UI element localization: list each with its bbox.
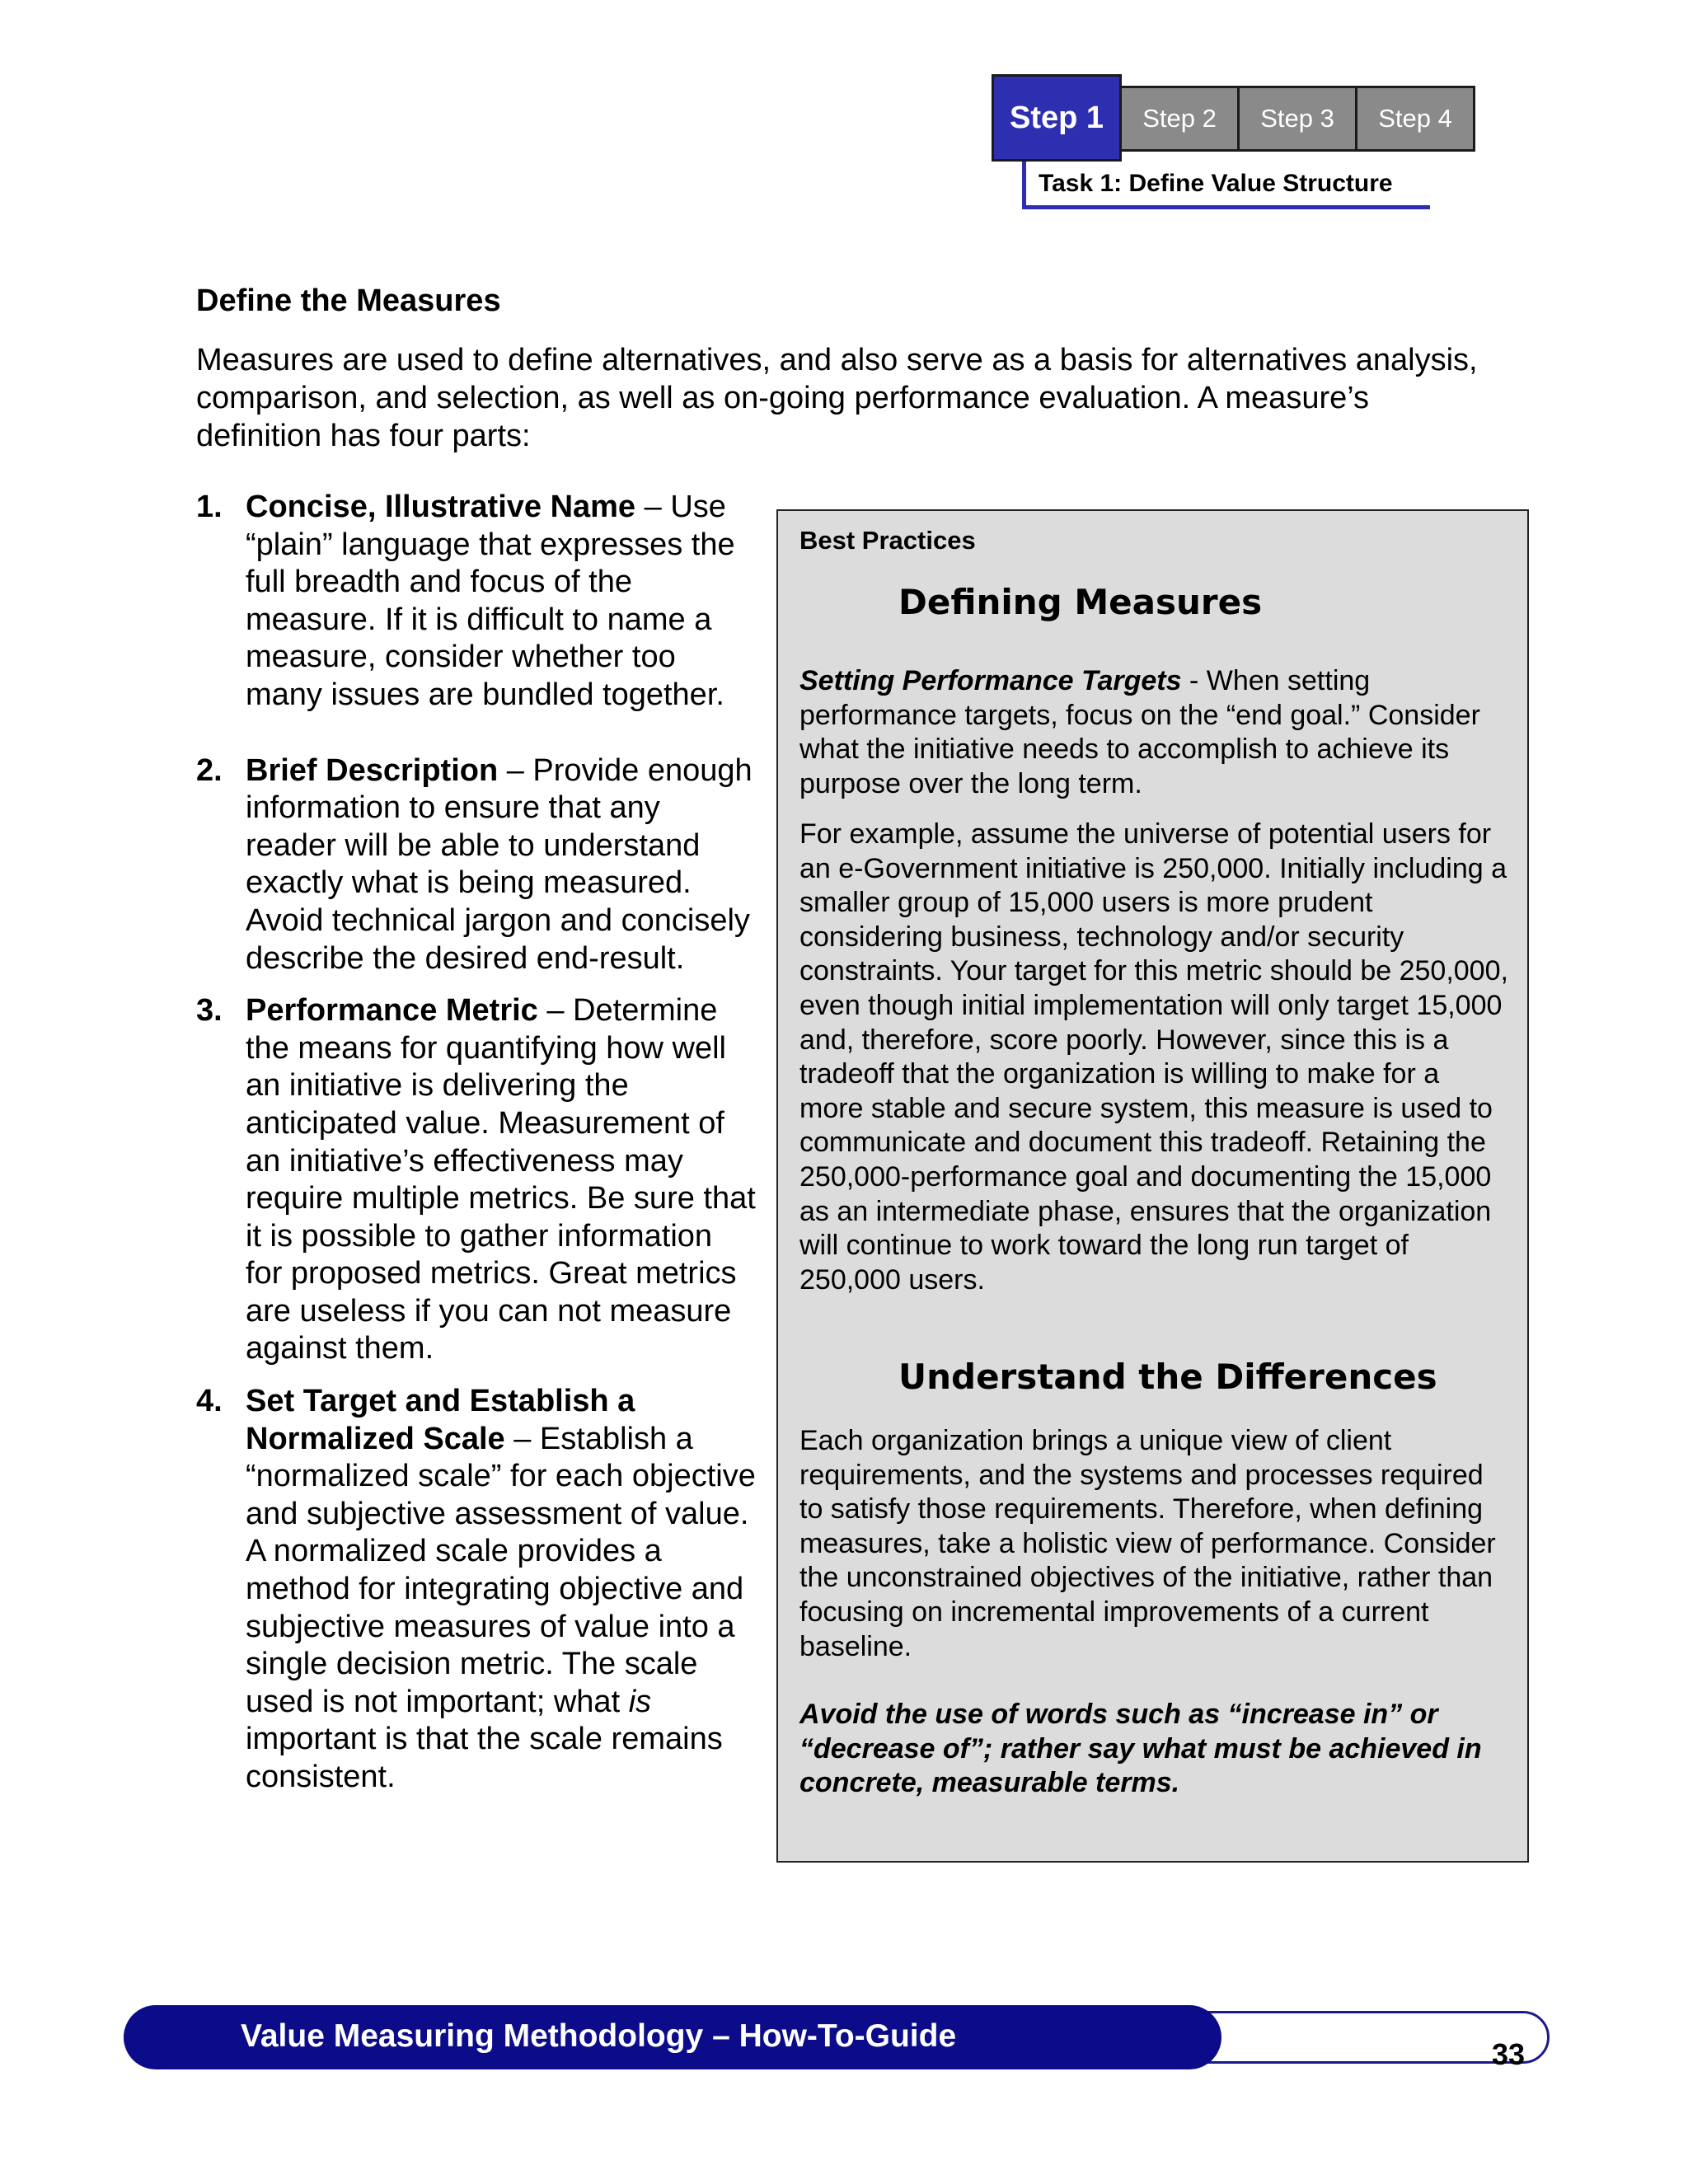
list-item-emphasis: is [628,1684,652,1719]
list-item [196,752,757,978]
list-item-title: Concise, Illustrative Name [246,490,636,524]
list-number: 3. [196,993,223,1029]
footer-title: Value Measuring Methodology – How-To-Guide [241,2018,957,2054]
list-item-title: Set Target and Establish a Normalized Scale [246,1384,635,1456]
list-item-title: Performance Metric [246,993,538,1029]
box-paragraph-avoid: Avoid the use of words such as “increase in” or “decrease of”; rather say what must be achieved in concrete, measurable terms. [799,1699,1482,1799]
list-item-text: – Use “plain” language that expresses the full breadth and focus of the measure. If it is difficult to name a measure, consider whether too many issues are bundled together. [246,490,735,712]
box-paragraph-targets [799,664,1508,801]
list-item [196,992,757,1368]
best-practices-box [776,509,1529,1863]
box-label: Best Practices [799,526,976,555]
list-item-text: – Determine the means for quantifying how well an initiative is delivering the anticipated value. Measurement of an initiative’s effectiveness may require multiple metrics. Be sure that it is possible to gather information for proposed metrics. Great metrics are useless if you can not measure against them. [246,993,756,1366]
box-paragraph-lead: Setting Performance Targets [799,665,1182,696]
page-number: 33 [1492,2037,1526,2071]
box-paragraph-text: - When setting performance targets, focus on the “end goal.” Consider what the initiative needs to accomplish to achieve its purpose over the long term. [799,665,1480,799]
list-number: 2. [196,752,223,788]
box-title-differences: Understand the Differences [898,1357,1437,1397]
box-paragraph-differences: Each organization brings a unique view of client requirements, and the systems and processes required to satisfy those requirements. Therefore, when defining measures, take a holistic view of performance. Consider the unconstrained objectives of the initiative, rather than focusing on incremental improvements of a current baseline. [799,1425,1496,1662]
box-paragraph-example: For example, assume the universe of potential users for an e-Government initiative is 250,000. Initially including a smaller group of 15,000 users is more prudent considering business, technology and/or security constraints. Your target for this metric should be 250,000, even though initial implementation will only target 15,000 and, therefore, score poorly. However, since this is a tradeoff that the organization is willing to make for a more stable and secure system, this measure is used to communicate and document this tradeoff. Retaining the 250,000-performance goal and documenting the 15,000 as an intermediate phase, ensures that the organization will continue to work toward the long run target of 250,000 users. [799,818,1508,1296]
step-3-tab[interactable]: Step 3 [1237,86,1357,152]
list-item-text: important is that the scale remains consistent. [246,1722,723,1794]
task-label: Task 1: Define Value Structure [1039,170,1393,197]
box-title-defining-measures: Defining Measures [898,582,1263,622]
section-heading: Define the Measures [196,284,501,318]
step-2-tab[interactable]: Step 2 [1119,86,1240,152]
task-connector [1022,162,1026,209]
list-number: 1. [196,490,223,524]
list-number: 4. [196,1384,223,1419]
list-item [196,1383,757,1797]
list-item-title: Brief Description [246,752,499,788]
task-underline [1022,205,1430,209]
step-4-tab[interactable]: Step 4 [1355,86,1475,152]
list-item-text: – Establish a “normalized scale” for each objective and subjective assessment of value. A normalized scale provides a method for integrating objective and subjective measures of value into a single decision metric. The scale used is not important; what [246,1421,756,1719]
measure-parts-list [196,489,757,1797]
step-1-tab[interactable]: Step 1 [992,74,1122,162]
list-item-text: – Provide enough information to ensure that any reader will be able to understand exactly what is being measured. Avoid technical jargon and concisely describe the desired end-result. [246,752,753,976]
intro-paragraph: Measures are used to define alternatives, and also serve as a basis for alternatives analysis, comparison, and selection, as well as on-going performance evaluation. A measure’s definition has four parts: [196,343,1478,453]
list-item [196,489,757,715]
